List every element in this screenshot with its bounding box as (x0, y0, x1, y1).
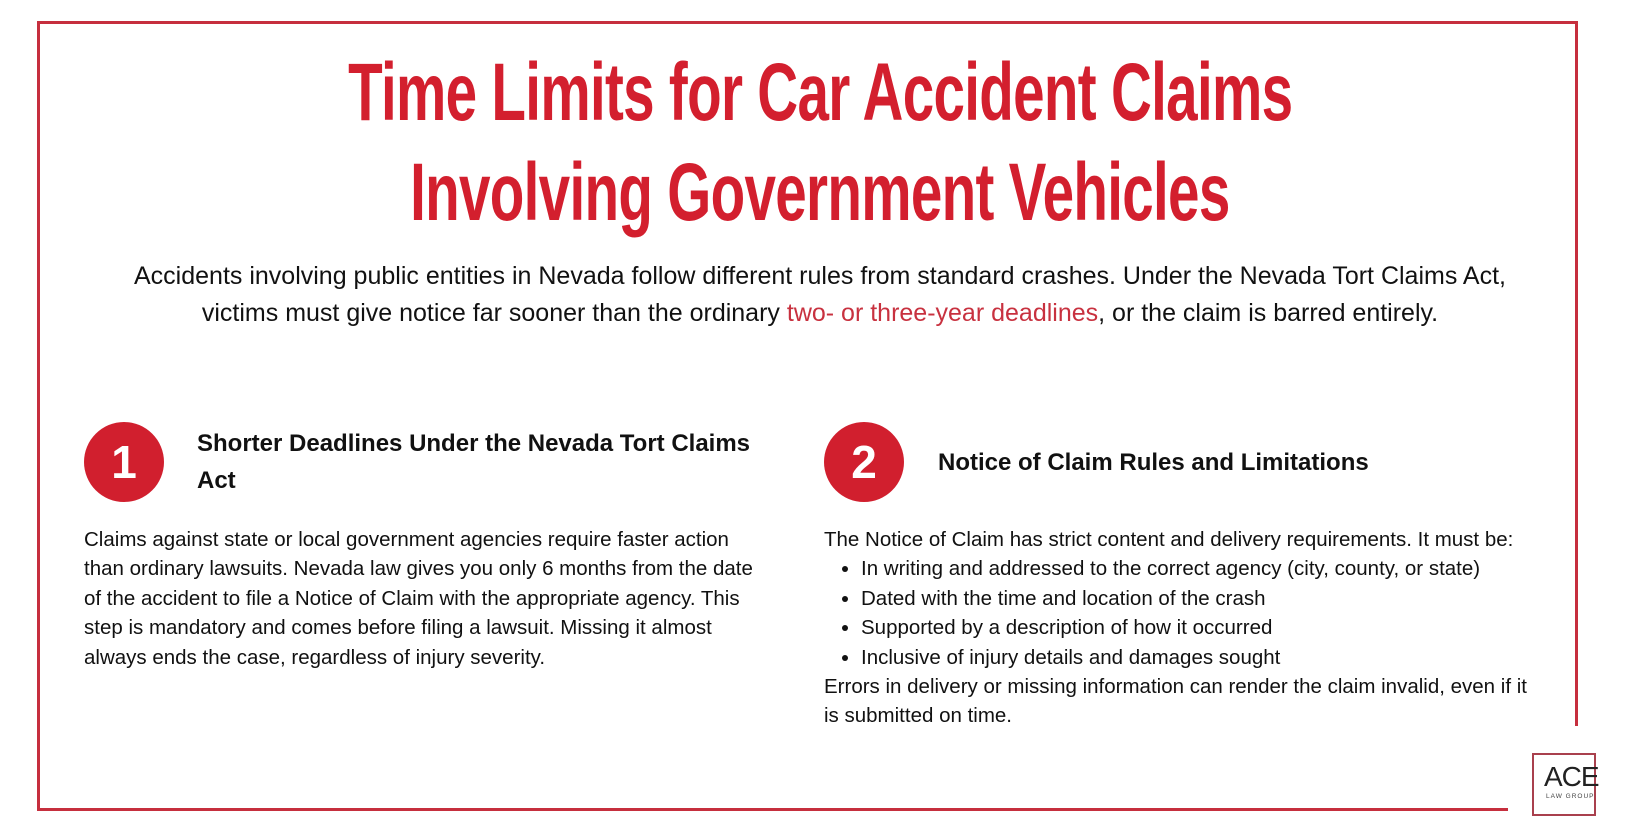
intro-text: Accidents involving public entities in Nevada follow different rules from standard crashes. Under the Nevada Tort Claims Act, victims must give notice far sooner than the ordinary (134, 262, 1506, 327)
list-item: • In writing and addressed to the correct agency (city, county, or state) (861, 554, 1544, 583)
list-item: • Dated with the time and location of the crash (861, 584, 1544, 613)
ace-law-group-logo (1532, 753, 1599, 816)
page-title-line-2 (0, 147, 1640, 238)
deadlines-link[interactable]: two- or three-year deadlines (786, 299, 1099, 327)
section-body (824, 525, 1544, 731)
section-heading: Notice of Claim Rules and Limitations (938, 449, 1369, 476)
section-heading: Shorter Deadlines Under the Nevada Tort Claims Act (197, 430, 751, 494)
intro-paragraph (120, 258, 1520, 332)
list-item: • Inclusive of injury details and damages sought (861, 643, 1544, 672)
logo-name: ACE (1544, 761, 1599, 792)
frame-border-left (37, 21, 40, 811)
section-number-badge: 2 (824, 422, 904, 502)
logo-subtitle: LAW GROUP (1546, 793, 1595, 800)
list-item: • Supported by a description of how it occurred (861, 613, 1544, 642)
title-text: Time Limits for Car Accident Claims (347, 47, 1293, 138)
section-closing: Errors in delivery or missing information can render the claim invalid, even if it is submitted on time. (824, 675, 1527, 728)
frame-border-top (38, 21, 1578, 24)
section-body: Claims against state or local government agencies require faster action than ordinary lawsuits. Nevada law gives you only 6 months from the date of the accident to file a Notice of Claim with the appropriate agency. This step is mandatory and comes before filing a lawsuit. Missing it almost always ends the case, regardless of injury severity. (84, 528, 753, 669)
section-number-badge: 1 (84, 422, 164, 502)
requirements-list (824, 554, 1544, 672)
intro-text-end: , or the claim is barred entirely. (1098, 299, 1439, 327)
page-title-line-1 (0, 47, 1640, 138)
section-intro: The Notice of Claim has strict content and delivery requirements. It must be: (824, 528, 1514, 551)
title-text: Involving Government Vehicles (410, 147, 1230, 238)
frame-border-bottom (37, 808, 1508, 811)
